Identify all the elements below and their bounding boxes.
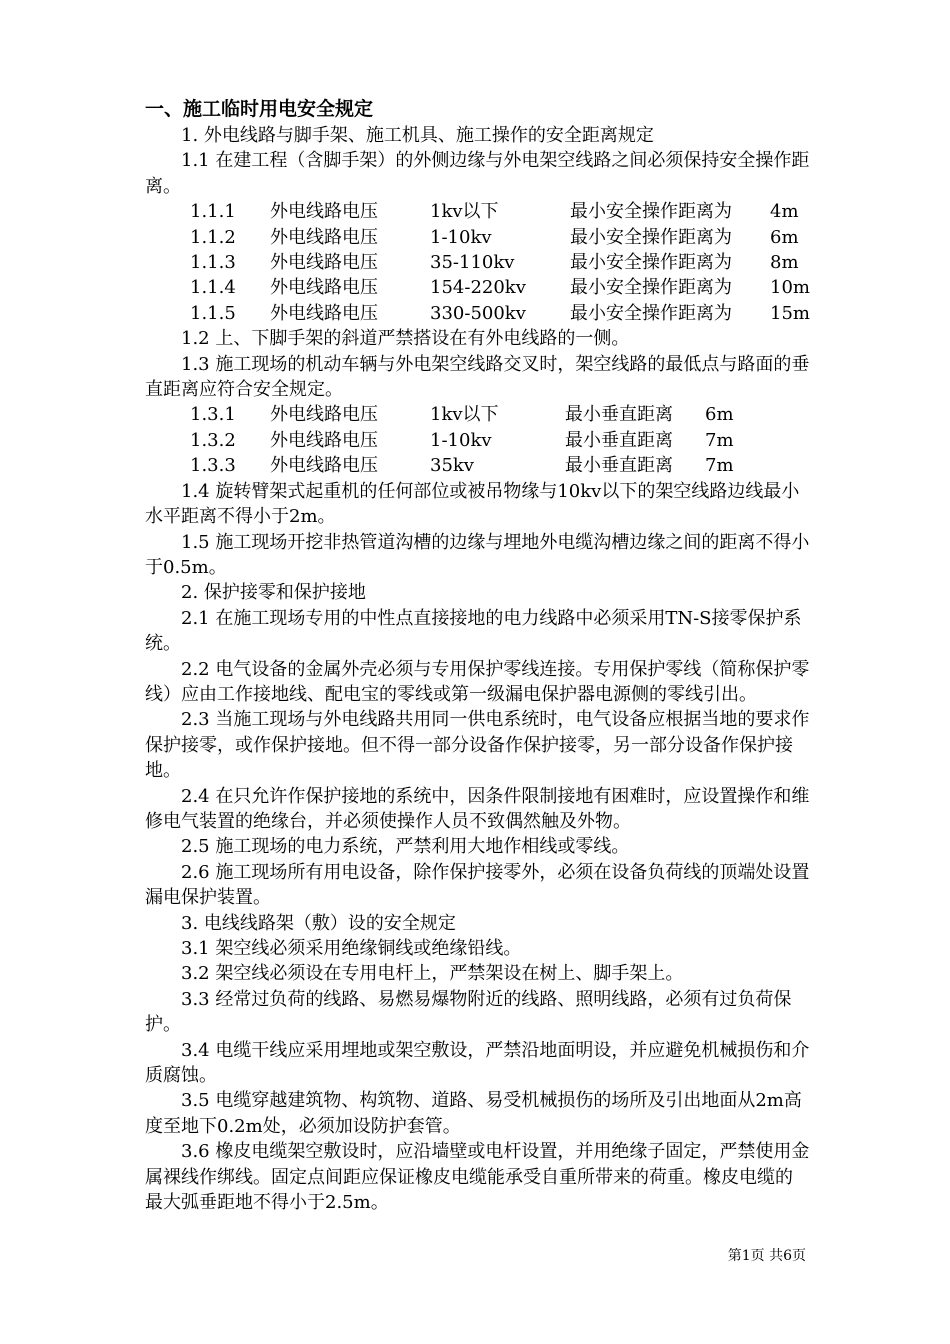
row-value: 15m <box>770 302 810 324</box>
row-value: 6m <box>705 404 734 426</box>
paragraph: 3.1 架空线必须采用绝缘铜线或绝缘铅线。 <box>181 938 522 959</box>
section-title: 一、施工临时用电安全规定 <box>145 98 374 120</box>
row-value: 7m <box>705 429 734 451</box>
paragraph: 3.3 经常过负荷的线路、易燃易爆物附近的线路、照明线路，必须有过负荷保护。 <box>145 988 792 1036</box>
row-label: 外电线路电压 <box>270 429 378 451</box>
paragraph: 1.4 旋转臂架式起重机的任何部位或被吊物缘与10kv以下的架空线路边线最小水平距离不得小于2m。 <box>145 480 800 528</box>
row-desc: 最小安全操作距离为 <box>570 277 732 299</box>
distance-row <box>145 250 810 275</box>
row-value: 6m <box>770 226 799 248</box>
row-number: 1.1.5 <box>190 302 236 324</box>
vertical-row <box>145 402 810 427</box>
row-value: 10m <box>770 277 810 299</box>
row-label: 外电线路电压 <box>270 302 378 324</box>
row-number: 1.3.3 <box>190 455 236 477</box>
page-number: 第1页 共6页 <box>727 1248 806 1264</box>
row-desc: 最小安全操作距离为 <box>570 201 732 223</box>
row-label: 外电线路电压 <box>270 201 378 223</box>
paragraph: 3.5 电缆穿越建筑物、构筑物、道路、易受机械损伤的场所及引出地面从2m高度至地下0.2m处，必须加设防护套管。 <box>145 1090 802 1137</box>
paragraph: 1.5 施工现场开挖非热管道沟槽的边缘与埋地外电缆沟槽边缘之间的距离不得小于0.5m。 <box>145 531 810 578</box>
subsection-heading: 2. 保护接零和保护接地 <box>181 582 366 604</box>
distance-row <box>145 199 810 224</box>
row-voltage: 1kv以下 <box>430 404 499 426</box>
row-number: 1.3.2 <box>190 429 236 451</box>
vertical-distance-table <box>145 402 810 478</box>
row-voltage: 330-500kv <box>430 302 526 324</box>
row-label: 外电线路电压 <box>270 226 378 248</box>
paragraph: 2.5 施工现场的电力系统，严禁利用大地作相线或零线。 <box>181 836 630 858</box>
paragraph: 1. 外电线路与脚手架、施工机具、施工操作的安全距离规定 <box>181 125 654 146</box>
distance-row <box>145 275 810 300</box>
row-label: 外电线路电压 <box>270 277 378 299</box>
row-voltage: 1-10kv <box>430 226 492 248</box>
paragraph: 3.6 橡皮电缆架空敷设时，应沿墙壁或电杆设置，并用绝缘子固定，严禁使用金属裸线作绑线。固定点间距应保证橡皮电缆能承受自重所带来的荷重。橡皮电缆的最大弧垂距地不得小于2.5m。 <box>145 1141 810 1214</box>
subsection-heading: 3. 电线线路架（敷）设的安全规定 <box>181 912 456 934</box>
row-value: 7m <box>705 455 734 477</box>
row-desc: 最小安全操作距离为 <box>570 252 732 274</box>
vertical-row <box>145 453 810 478</box>
distance-row <box>145 301 810 326</box>
row-desc: 最小安全操作距离为 <box>570 226 732 248</box>
distance-row <box>145 225 810 250</box>
row-value: 8m <box>770 252 799 274</box>
row-value: 4m <box>770 201 799 223</box>
row-number: 1.1.2 <box>190 226 236 248</box>
paragraph: 1.1 在建工程（含脚手架）的外侧边缘与外电架空线路之间必须保持安全操作距离。 <box>145 150 810 197</box>
row-voltage: 1-10kv <box>430 429 492 451</box>
row-voltage: 35-110kv <box>430 252 515 274</box>
paragraph: 3.2 架空线必须设在专用电杆上，严禁架设在树上、脚手架上。 <box>181 963 684 985</box>
row-number: 1.1.3 <box>190 252 236 274</box>
paragraph: 2.4 在只允许作保护接地的系统中，因条件限制接地有困难时，应设置操作和维修电气装置的绝缘台，并必须使操作人员不致偶然触及外物。 <box>145 785 810 832</box>
row-voltage: 154-220kv <box>430 277 526 299</box>
row-label: 外电线路电压 <box>270 455 378 477</box>
paragraph: 1.3 施工现场的机动车辆与外电架空线路交叉时，架空线路的最低点与路面的垂直距离应符合安全规定。 <box>145 353 810 401</box>
paragraph: 2.2 电气设备的金属外壳必须与专用保护零线连接。专用保护零线（简称保护零线）应由工作接地线、配电宝的零线或第一级漏电保护器电源侧的零线引出。 <box>145 658 810 705</box>
row-voltage: 1kv以下 <box>430 201 499 223</box>
paragraph: 3.4 电缆干线应采用埋地或架空敷设，严禁沿地面明设，并应避免机械损伤和介质腐蚀。 <box>145 1039 810 1087</box>
paragraph: 2.1 在施工现场专用的中性点直接接地的电力线路中必须采用TN-S接零保护系统。 <box>145 607 802 655</box>
vertical-row <box>145 428 810 453</box>
row-label: 外电线路电压 <box>270 404 378 426</box>
row-desc: 最小垂直距离 <box>565 404 673 426</box>
row-label: 外电线路电压 <box>270 252 378 274</box>
row-number: 1.1.4 <box>190 277 236 299</box>
paragraph: 1.2 上、下脚手架的斜道严禁搭设在有外电线路的一侧。 <box>181 328 630 350</box>
row-desc: 最小垂直距离 <box>565 455 673 477</box>
paragraph: 2.3 当施工现场与外电线路共用同一供电系统时，电气设备应根据当地的要求作保护接零，或作保护接地。但不得一部分设备作保护接零，另一部分设备作保护接地。 <box>145 709 810 782</box>
row-voltage: 35kv <box>430 455 474 477</box>
distance-table <box>145 199 810 326</box>
row-desc: 最小安全操作距离为 <box>570 302 732 324</box>
row-number: 1.1.1 <box>190 201 236 223</box>
paragraph: 2.6 施工现场所有用电设备，除作保护接零外，必须在设备负荷线的顶端处设置漏电保护装置。 <box>145 861 810 909</box>
document-body <box>145 96 810 1215</box>
row-desc: 最小垂直距离 <box>565 429 673 451</box>
row-number: 1.3.1 <box>190 404 236 426</box>
